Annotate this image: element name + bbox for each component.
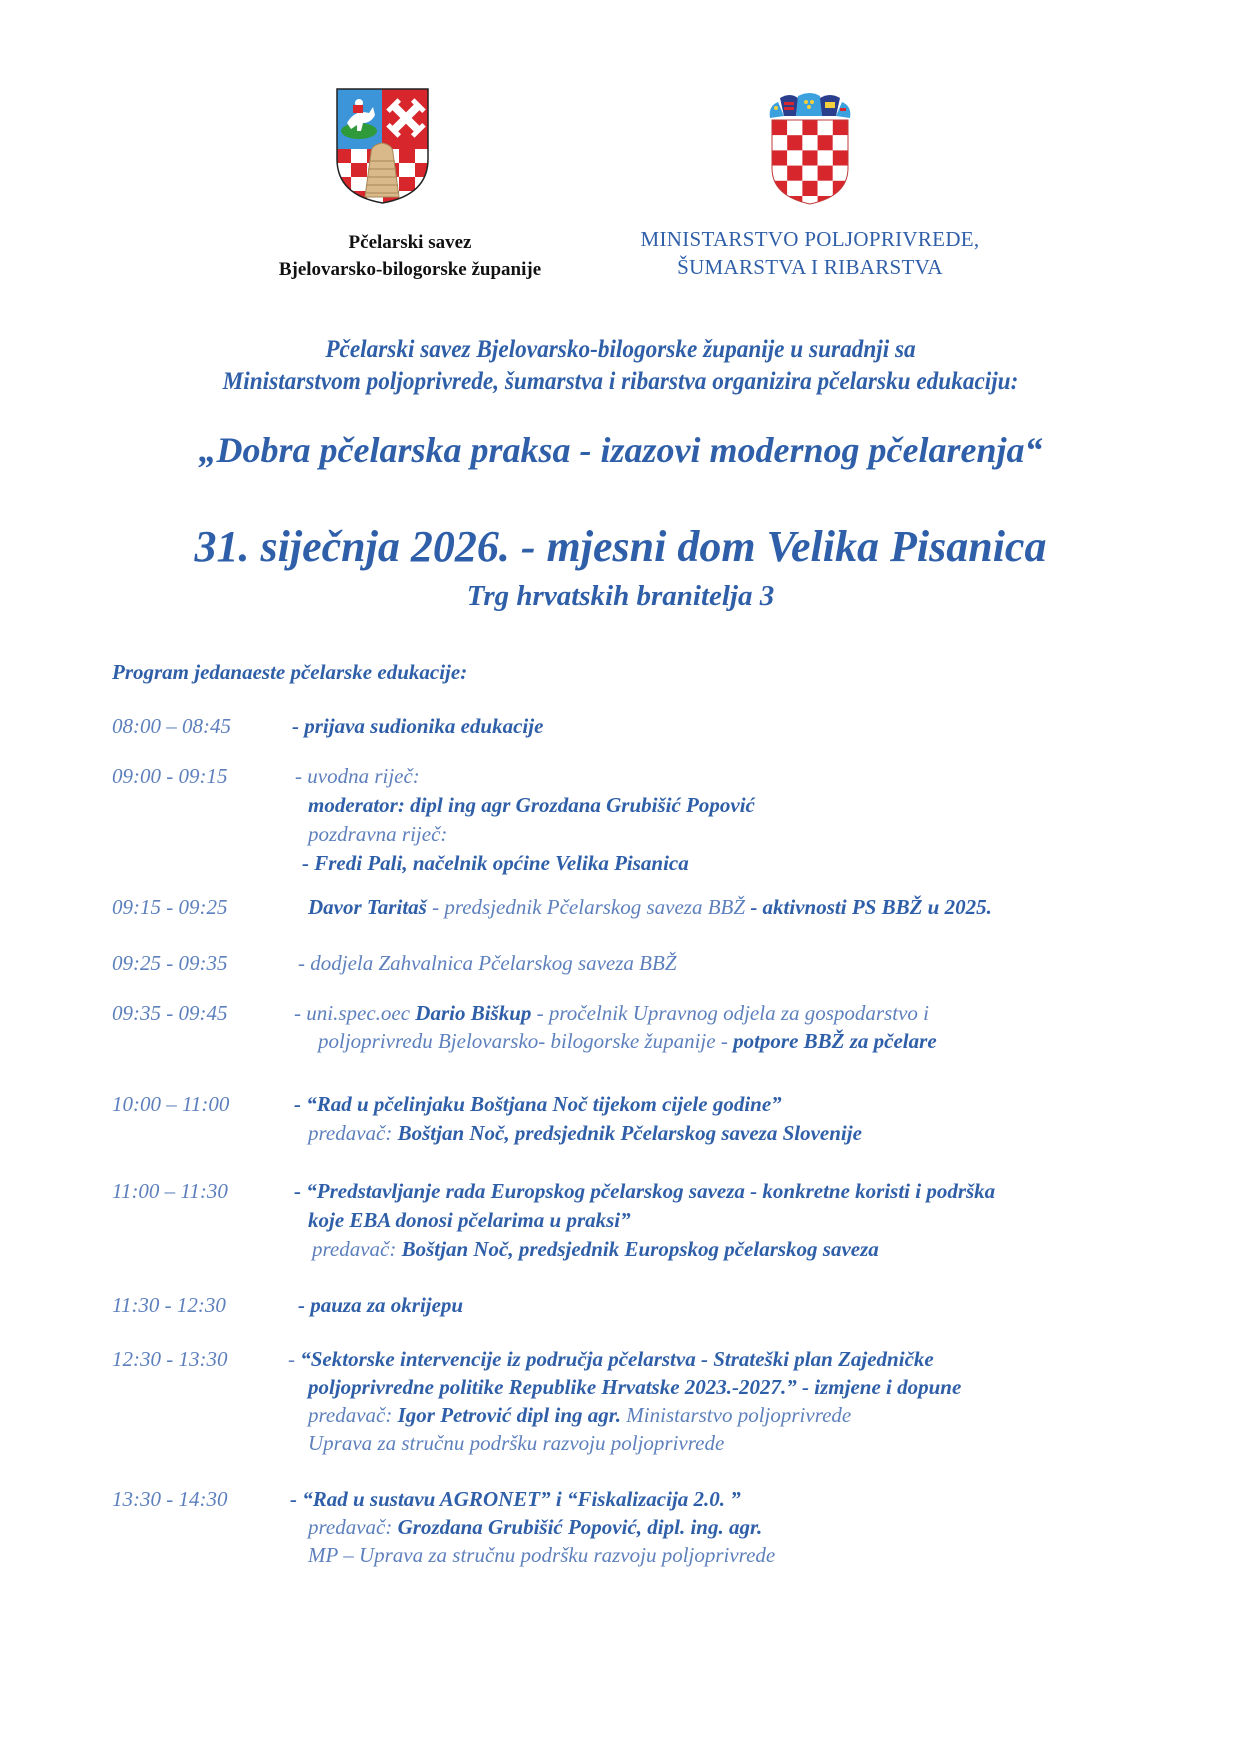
- lecturer-name: Grozdana Grubišić Popović, dipl. ing. agr.: [397, 1515, 763, 1539]
- speaker-role: - pročelnik Upravnog odjela za gospodarstvo i: [531, 1001, 930, 1025]
- program-text: MP – Uprava za stručnu podršku razvoju poljoprivrede: [308, 1543, 776, 1567]
- topic: - aktivnosti PS BBŽ u 2025.: [750, 895, 992, 919]
- checker-square: [802, 150, 817, 165]
- program-text: - Fredi Pali, načelnik općine Velika Pisanica: [302, 851, 689, 875]
- program-text: Uprava za stručnu podršku razvoju poljoprivrede: [308, 1431, 725, 1455]
- program-text: pozdravna riječ:: [308, 822, 448, 846]
- intro-text: [99, 334, 1142, 398]
- event-date-place: 31. siječnja 2026. - mjesni dom Velika Pisanica: [194, 522, 1047, 571]
- checker-square: [787, 166, 802, 181]
- checker-square: [772, 166, 787, 181]
- event-title: „Dobra pčelarska praksa - izazovi modernog pčelarenja“: [198, 430, 1043, 470]
- program-time: 10:00 – 11:00: [112, 1092, 230, 1116]
- program-text: moderator: dipl ing agr Grozdana Grubišić Popović: [308, 793, 755, 817]
- left-org-line1: Pčelarski savez: [348, 232, 472, 253]
- program-time: 09:35 - 09:45: [112, 1001, 228, 1025]
- program-time: 09:15 - 09:25: [112, 895, 228, 919]
- lecturer-org: Ministarstvo poljoprivrede: [621, 1403, 852, 1427]
- checker-square: [802, 120, 817, 135]
- intro-line1: Pčelarski savez Bjelovarsko-bilogorske županije u suradnji sa: [325, 336, 916, 363]
- checker-square: [818, 181, 833, 196]
- checker-square: [818, 150, 833, 165]
- program-time: 13:30 - 14:30: [112, 1487, 228, 1511]
- right-org-line2: ŠUMARSTVA I RIBARSTVA: [677, 255, 943, 279]
- program-time: 08:00 – 08:45: [112, 714, 231, 738]
- event-address: Trg hrvatskih branitelja 3: [466, 580, 775, 612]
- checker-square: [802, 166, 817, 181]
- lecturer-name: Boštjan Noč, predsjednik Pčelarskog saveza Slovenije: [397, 1121, 862, 1145]
- county-coat-of-arms-icon: [335, 87, 430, 205]
- checker-square: [772, 150, 787, 165]
- checker-square: [772, 135, 787, 150]
- program-time: 11:00 – 11:30: [112, 1179, 228, 1203]
- left-organization-name: [200, 229, 620, 283]
- program-time: 11:30 - 12:30: [112, 1293, 226, 1317]
- checker-square: [802, 135, 817, 150]
- checker-square: [787, 181, 802, 196]
- checker-square: [787, 150, 802, 165]
- lecturer-label: predavač:: [312, 1237, 402, 1261]
- topic: “Sektorske intervencije iz područja pčelarstva - Strateški plan Zajedničke: [300, 1347, 934, 1371]
- checker-square: [818, 166, 833, 181]
- checker-square: [772, 120, 787, 135]
- checker-square: [772, 196, 787, 206]
- checker-square: [818, 135, 833, 150]
- program-text: - “Rad u pčelinjaku Boštjana Noč tijekom cijele godine”: [294, 1092, 782, 1116]
- checker-square: [787, 120, 802, 135]
- speaker-name: Davor Taritaš: [308, 895, 427, 919]
- lecturer-label: predavač:: [308, 1403, 398, 1427]
- checker-square: [833, 196, 848, 206]
- topic: potpore BBŽ za pčelare: [733, 1029, 937, 1053]
- speaker-role: poljoprivredu Bjelovarsko- bilogorske županije -: [318, 1029, 734, 1053]
- program-text: - prijava sudionika edukacije: [292, 714, 544, 738]
- speaker-name: Dario Biškup: [415, 1001, 532, 1025]
- checker-square: [802, 181, 817, 196]
- lecturer-label: predavač:: [308, 1515, 398, 1539]
- dash: -: [288, 1347, 301, 1371]
- lecturer-name: Boštjan Noč, predsjednik Europskog pčelarskog saveza: [401, 1237, 879, 1261]
- program-text: - uvodna riječ:: [295, 764, 420, 788]
- checker-square: [833, 135, 848, 150]
- speaker-title: - uni.spec.oec: [294, 1001, 416, 1025]
- program-text: - dodjela Zahvalnica Pčelarskog saveza BBŽ: [298, 951, 677, 975]
- left-org-line2: Bjelovarsko-bilogorske županije: [278, 259, 542, 280]
- right-organization-name: [570, 225, 1050, 281]
- program-text: koje EBA donosi pčelarima u praksi”: [308, 1208, 631, 1232]
- program-text: - pauza za okrijepu: [298, 1293, 464, 1317]
- checker-square: [833, 166, 848, 181]
- croatia-coat-of-arms-icon: [762, 88, 858, 206]
- intro-line2: Ministarstvom poljoprivrede, šumarstva i ribarstva organizira pčelarsku edukaciju:: [222, 368, 1019, 395]
- program-heading: Program jedanaeste pčelarske edukacije:: [112, 660, 468, 684]
- lecturer-label: predavač:: [308, 1121, 398, 1145]
- program-text: - “Rad u sustavu AGRONET” i “Fiskalizacija 2.0. ”: [290, 1487, 741, 1511]
- program-text: poljoprivredne politike Republike Hrvatske 2023.-2027.” - izmjene i dopune: [308, 1375, 962, 1399]
- program-time: 09:00 - 09:15: [112, 764, 228, 788]
- speaker-role: - predsjednik Pčelarskog saveza BBŽ: [426, 895, 751, 919]
- checker-square: [818, 120, 833, 135]
- checker-square: [833, 120, 848, 135]
- program-time: 09:25 - 09:35: [112, 951, 228, 975]
- checker-square: [833, 150, 848, 165]
- checker-square: [787, 135, 802, 150]
- lecturer-name: Igor Petrović dipl ing agr.: [397, 1403, 622, 1427]
- right-org-line1: MINISTARSTVO POLJOPRIVREDE,: [640, 227, 980, 251]
- program-text: - “Predstavljanje rada Europskog pčelarskog saveza - konkretne koristi i podrška: [294, 1179, 996, 1203]
- program-time: 12:30 - 13:30: [112, 1347, 228, 1371]
